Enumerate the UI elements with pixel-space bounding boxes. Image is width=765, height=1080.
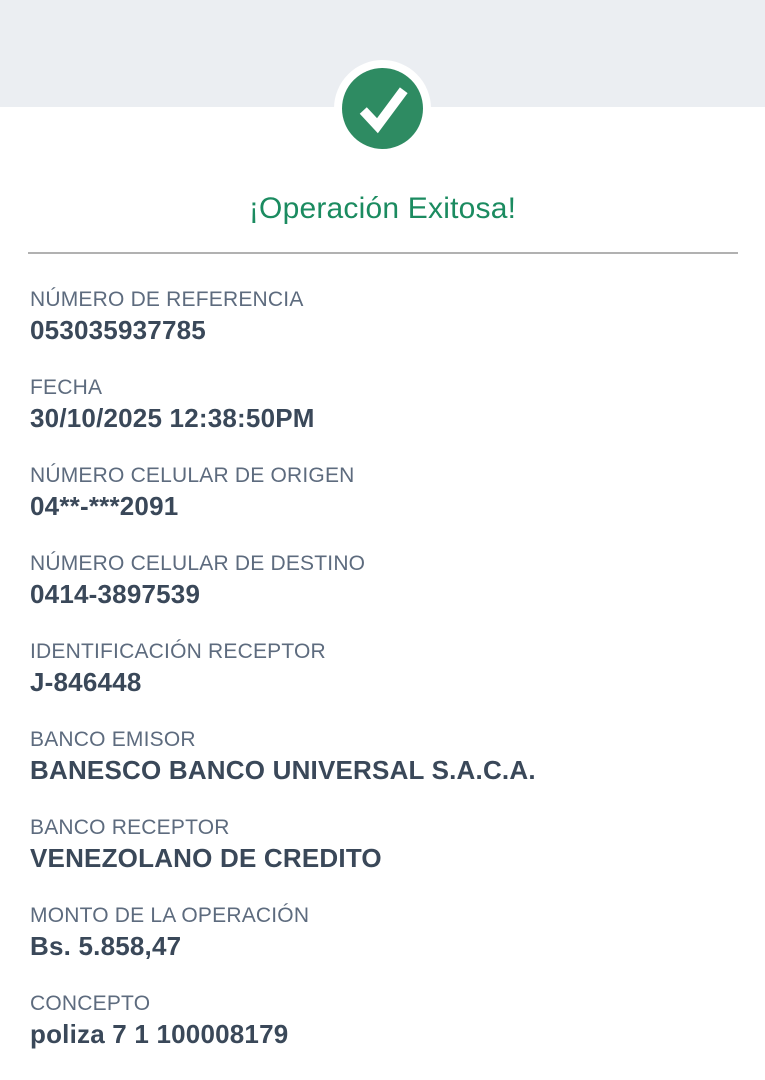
field-value: 053035937785 xyxy=(30,315,206,345)
success-title: ¡Operación Exitosa! xyxy=(248,192,517,225)
field-label: BANCO RECEPTOR xyxy=(30,816,230,839)
field-value: Bs. 5.858,47 xyxy=(30,931,182,961)
receipt-field xyxy=(30,464,735,521)
divider xyxy=(28,252,738,254)
success-badge xyxy=(334,60,431,157)
receipt-field xyxy=(30,992,735,1049)
receipt-field xyxy=(30,904,735,961)
field-label: MONTO DE LA OPERACIÓN xyxy=(30,904,310,927)
field-label: NÚMERO CELULAR DE ORIGEN xyxy=(30,464,355,487)
field-value: 04**-***2091 xyxy=(30,491,179,521)
field-value: 0414-3897539 xyxy=(30,579,201,609)
field-label: CONCEPTO xyxy=(30,992,151,1015)
success-badge-circle xyxy=(342,68,423,149)
field-label: FECHA xyxy=(30,376,103,399)
field-label: IDENTIFICACIÓN RECEPTOR xyxy=(30,640,326,663)
field-value: J-846448 xyxy=(30,667,142,697)
field-value: BANESCO BANCO UNIVERSAL S.A.C.A. xyxy=(30,755,536,785)
receipt-field xyxy=(30,728,735,785)
field-label: NÚMERO DE REFERENCIA xyxy=(30,288,304,311)
field-value: poliza 7 1 100008179 xyxy=(30,1019,289,1049)
receipt-field xyxy=(30,288,735,345)
field-value: VENEZOLANO DE CREDITO xyxy=(30,843,382,873)
receipt-field xyxy=(30,552,735,609)
field-value: 30/10/2025 12:38:50PM xyxy=(30,403,315,433)
receipt-fields xyxy=(30,288,735,1080)
field-label: BANCO EMISOR xyxy=(30,728,196,751)
receipt-field xyxy=(30,640,735,697)
field-label: NÚMERO CELULAR DE DESTINO xyxy=(30,552,366,575)
check-icon xyxy=(342,68,423,149)
receipt-field xyxy=(30,816,735,873)
receipt-field xyxy=(30,376,735,433)
